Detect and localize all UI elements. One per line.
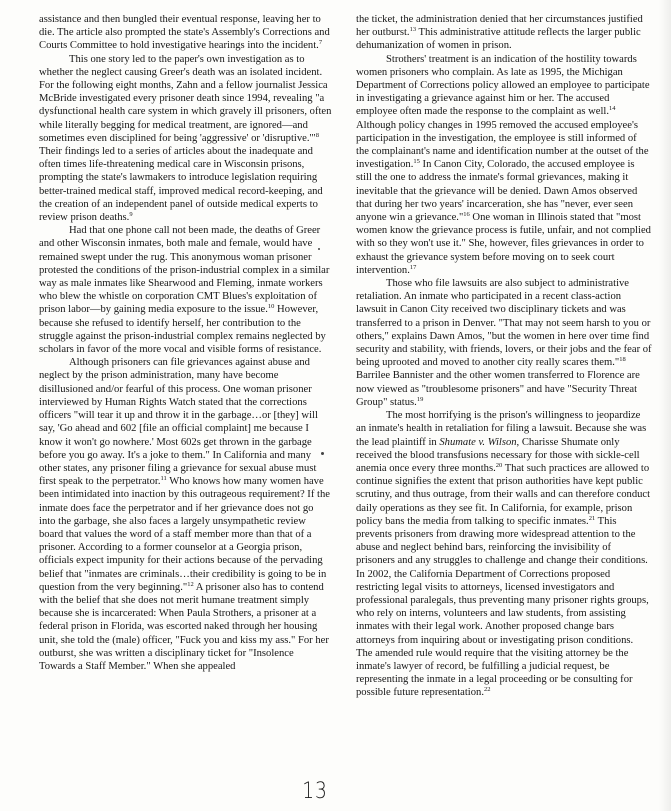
- footnote-marker: 16: [463, 211, 470, 219]
- text-run: Barrilee Bannister and the other women transferred to Florence are now viewed as "troublesome prisoners" and have "Security Threat Group" status.: [356, 370, 640, 408]
- text-run: Strothers' treatment is an indication of the hostility towards women prisoners who complain. As late as 1995, the Michigan Department of Corrections policy allowed an employee to participate in investigating a grievance against him or her. The accused employee often made the response to the complaint as well.: [356, 53, 650, 118]
- footnote-marker: 17: [409, 263, 417, 271]
- paragraph: [39, 13, 332, 53]
- text-run: Although prisoners can file grievances against abuse and neglect by the prison administration, many have become disillusioned and/or fearful of this process. One woman prisoner interviewed by Human Rights Watch stated that the corrections officers "will tear it up and throw it in the garbage…or [they] will say, 'Go ahead and 602 [file an official complaint] me because I know it won't go nowhere.' Most 602s get thrown in the garbage before you go away. It's a joke to them." In California and many other states, any prisoner filing a grievance for sexual abuse must first speak to the perpetrator.: [39, 357, 318, 488]
- case-name: Shumate v. Wilson: [439, 436, 517, 448]
- text-run: Those who file lawsuits are also subject to administrative retaliation. An inmate who participated in a recent class-action lawsuit in Canon City received two disciplinary tickets and was transferred to a prison in Denver. "That may not seem harsh to you or others," explains Dawn Amos, "but the women in here over time find security and stability, with friends, lovers, or their jobs and the fear of being uprooted and moved to another city really scares them.": [356, 278, 652, 369]
- footnote-marker: 21: [588, 514, 596, 522]
- footnote-marker: 12: [187, 580, 194, 588]
- text-run: That such practices are allowed to continue signifies the extent that prison authorities have kept public scrutiny, and thus outrage, from their walls and can therefore conduct daily operations as they see fit. In California, for example, prison policy bans the media from talking to specific inmates.: [356, 462, 651, 527]
- text-run: The most horrifying is the prison's willingness to jeopardize an inmate's health in retaliation for filing a lawsuit. Because she was the lead plaintiff in: [356, 410, 647, 448]
- paragraph: [356, 13, 652, 53]
- scan-speck: [321, 452, 324, 455]
- footnote-marker: 9: [129, 211, 133, 219]
- paragraph: [356, 277, 652, 409]
- text-run: assistance and then bungled their eventual response, leaving her to die. The article also prompted the state's Assembly's Corrections and Courts Committee to hold investigative hearings into the incident.: [39, 14, 330, 52]
- text-run: Who knows how many women have been intimidated into inaction by this outrageous requirement? If the inmate does face the perpetrator and if her grievance does not go into the garbage, she also faces a largely unsympathetic review board that values the word of a staff member more than that of a prisoner. According to a former counselor at a Georgia prison, officials expect impunity for their actions because of the pervading belief that "inmates are criminals…their credibility is going to be in question from the very beginning.": [39, 476, 330, 593]
- paragraph: [356, 53, 652, 277]
- paragraph: [39, 53, 332, 225]
- paragraph: [356, 409, 652, 699]
- footnote-marker: 19: [416, 395, 424, 403]
- left-column: [39, 13, 332, 673]
- footnote-marker: 18: [619, 356, 626, 364]
- text-run: This one story led to the paper's own investigation as to whether the neglect causing Greer's death was an isolated incident. For the following eight months, Zahn and a fellow journalist Jessica McBride investigated every prisoner death since 1994, revealing "a dysfunctional health care system in which gravely ill prisoners, often while literally begging for medical treatment, are ignored—and sometimes even disciplined for being 'aggressive' or 'disruptive.'": [39, 53, 332, 144]
- text-run: A prisoner also has to contend with the belief that she does not merit humane treatment simply because she is incarcerated: When Paula Strothers, a prisoner at a federal prison in Florida, was escorted naked through her housing unit, she told the (male) officer, "Fuck you and kiss my ass." For her outburst, she was written a disciplinary ticket for "Insolence Towards a Staff Member." When she appealed: [39, 581, 329, 672]
- text-run: the ticket, the administration denied that her circumstances justified her outburst.: [356, 14, 643, 39]
- footnote-marker: 8: [315, 131, 319, 139]
- text-run: Although policy changes in 1995 removed the accused employee's participation in the investigation, the employee is still informed of the complainant's name and identification number at the outset of the investigation.: [356, 119, 649, 171]
- footnote-marker: 7: [318, 39, 323, 47]
- text-run: , Charisse Shumate only received the blood transfusions necessary for those with sickle-cell anemia once every three months.: [356, 436, 640, 474]
- text-run: This prevents prisoners from drawing more widespread attention to the abuse and neglect behind bars, reinforcing the invisibility of prisoners and any struggles to challenge and change their conditions. In 2002, the California Department of Corrections proposed restricting legal visits to attorneys, licensed investigators and professional paralegals, thus preventing many prisoner rights groups, who rely on interns, volunteers and law students, from assisting inmates with their legal work. Another proposed change bars attorneys from inquiring about or investigating prison conditions. The amended rule would require that the visiting attorney be the inmate's lawyer of record, be fulfilling a judicial request, be representing the inmate in a legal proceeding or be consulting for possible future representation.: [356, 515, 649, 699]
- page-edge-shadow: [659, 0, 671, 811]
- right-column: [356, 13, 652, 700]
- footnote-marker: 14: [609, 105, 616, 113]
- footnote-marker: 20: [495, 461, 503, 469]
- text-run: This administrative attitude reflects the larger public dehumanization of women in prison.: [356, 27, 641, 52]
- footnote-marker: 11: [160, 475, 167, 483]
- footnote-marker: 22: [483, 686, 491, 694]
- footnote-marker: 10: [267, 303, 275, 311]
- footnote-marker: 15: [413, 158, 420, 166]
- footnote-marker: 13: [409, 26, 417, 34]
- paragraph: [39, 224, 332, 356]
- text-run: However, because she refused to identify herself, her contribution to the struggle against the prison-industrial complex remains neglected by scholars in favor of the more vocal and visible forms of resistance.: [39, 304, 326, 356]
- scan-speck: [318, 248, 320, 250]
- text-run: In Canon City, Colorado, the accused employee is still the one to address the inmate's formal grievances, making it inevitable that the grievance will be denied. Dawn Amos observed that during her two years' incarceration, she has "never, ever seen anyone win a grievance.": [356, 159, 638, 224]
- paragraph: [39, 356, 332, 673]
- text-run: One woman in Illinois stated that "most women know the grievance process is futile, unfair, and not complied with so they won't use it." She, however, files grievances in order to exhaust the grievance system before moving on to seek court intervention.: [356, 212, 651, 276]
- text-run: Their findings led to a series of articles about the inadequate and often times life-threatening medical care in Wisconsin prisons, prompting the state's lawmakers to introduce legislation requiring better-trained medical staff, improved medical record-keeping, and the creation of an independent panel of outside medical experts to review prison deaths.: [39, 146, 323, 224]
- page-number: 13: [302, 779, 328, 804]
- text-run: Had that one phone call not been made, the deaths of Greer and other Wisconsin inmates, both male and female, would have remained swept under the rug. This anonymous woman prisoner protested the conditions of the prison-industrial complex in a similar way as male inmates like Shearwood and Fleming, inmate workers who blew the whistle on corporation CMT Blues's exploitation of prison labor—by gaining media exposure to the issue.: [39, 225, 330, 316]
